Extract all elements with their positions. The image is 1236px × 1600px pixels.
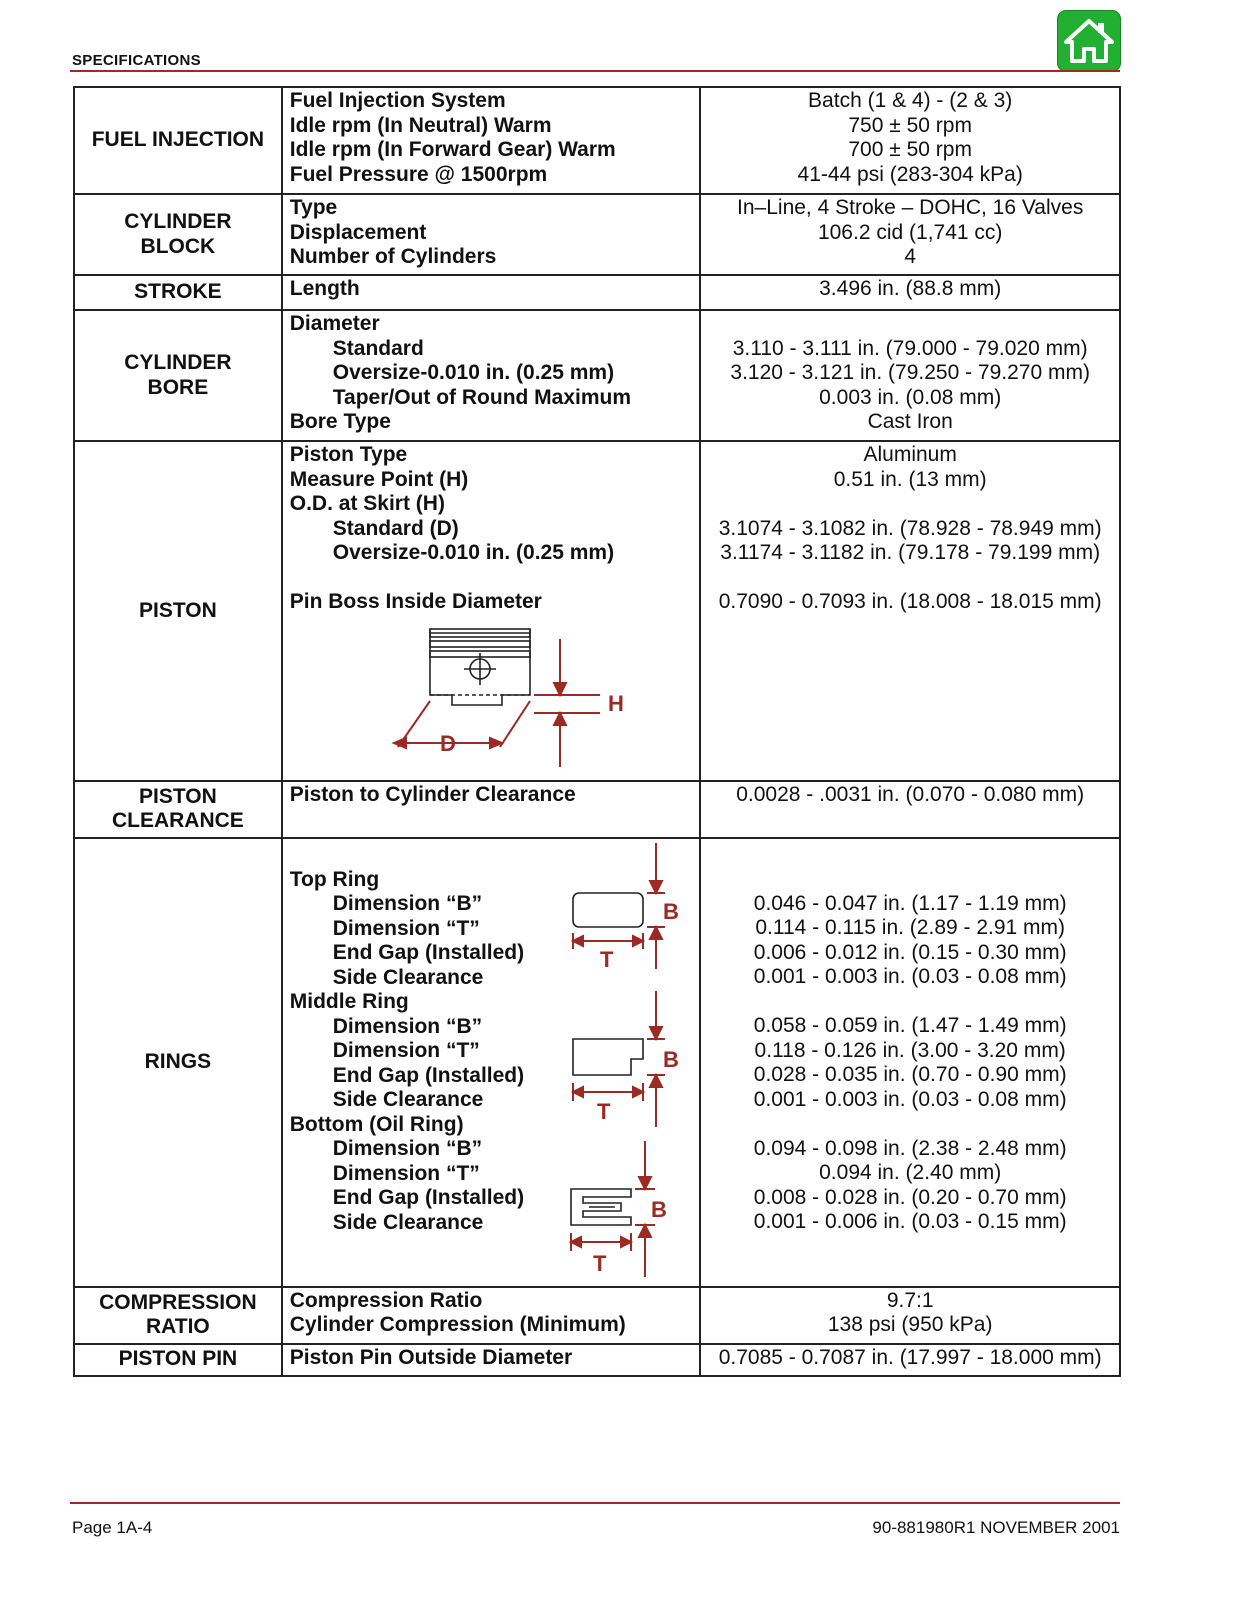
label-cell <box>282 441 701 781</box>
spec-label: Side Clearance <box>332 1088 484 1111</box>
category-label: BLOCK <box>140 234 216 258</box>
table-row-piston-clearance <box>74 781 1120 838</box>
label-cell <box>282 781 701 838</box>
spec-value: 0.0028 - .0031 in. (0.070 - 0.080 mm) <box>736 782 1085 806</box>
category-cell <box>74 838 282 1287</box>
spec-label: Piston Pin Outside Diameter <box>289 1345 573 1369</box>
spec-label: End Gap (Installed) <box>332 941 525 964</box>
table-row-piston <box>74 441 1120 781</box>
spec-value: 700 ± 50 rpm <box>848 138 972 161</box>
value-cell <box>700 838 1120 1287</box>
category-cell <box>74 441 282 781</box>
table-row-cylinder-bore <box>74 310 1120 441</box>
spec-label: Fuel Injection System <box>289 89 506 112</box>
spec-value: 106.2 cid (1,741 cc) <box>817 220 1003 244</box>
page-header-title: SPECIFICATIONS <box>72 52 201 69</box>
category-label: PISTON PIN <box>118 1347 238 1371</box>
category-label: STROKE <box>134 280 222 304</box>
spec-value: 0.118 - 0.126 in. (3.00 - 3.20 mm) <box>754 1038 1066 1062</box>
table-row-compression-ratio <box>74 1287 1120 1344</box>
spec-value: 750 ± 50 rpm <box>848 113 972 137</box>
label-cell <box>282 1287 701 1344</box>
spec-value: 0.7090 - 0.7093 in. (18.008 - 18.015 mm) <box>718 590 1102 613</box>
category-cell <box>74 275 282 310</box>
spec-label: Diameter <box>289 312 380 335</box>
category-label: PISTON <box>138 598 217 622</box>
label-cell <box>282 1344 701 1376</box>
table-row-fuel-injection <box>74 87 1120 194</box>
spec-value: 0.094 in. (2.40 mm) <box>819 1161 1002 1184</box>
spec-label: End Gap (Installed) <box>332 1063 525 1087</box>
value-cell <box>700 441 1120 781</box>
category-label: BORE <box>147 375 209 399</box>
dimension-t-label: T <box>592 1250 607 1276</box>
category-cell <box>74 310 282 441</box>
spec-value: 0.058 - 0.059 in. (1.47 - 1.49 mm) <box>753 1014 1067 1037</box>
category-label: CYLINDER <box>124 351 232 374</box>
spec-label: Cylinder Compression (Minimum) <box>289 1313 626 1336</box>
spec-label: Oversize-0.010 in. (0.25 mm) <box>332 541 615 564</box>
table-row-piston-pin <box>74 1344 1120 1376</box>
spec-label: Side Clearance <box>332 1210 484 1234</box>
category-label: CYLINDER <box>124 210 232 233</box>
spec-value: 3.110 - 3.111 in. (79.000 - 79.020 mm) <box>732 336 1088 360</box>
header-rule <box>70 70 1120 72</box>
spec-value: 0.094 - 0.098 in. (2.38 - 2.48 mm) <box>753 1136 1067 1160</box>
spec-label: Displacement <box>289 220 427 244</box>
dimension-d-label: D <box>439 730 456 756</box>
category-label: COMPRESSION <box>99 1290 257 1314</box>
oil-ring-diagram <box>565 1139 685 1279</box>
spec-value: 3.120 - 3.121 in. (79.250 - 79.270 mm) <box>730 361 1090 384</box>
spec-label: Taper/Out of Round Maximum <box>332 385 632 409</box>
spec-label: End Gap (Installed) <box>332 1186 525 1209</box>
spec-label: Fuel Pressure @ 1500rpm <box>289 162 548 186</box>
home-icon <box>1058 11 1120 71</box>
spec-label: Number of Cylinders <box>289 245 497 268</box>
spec-label: Side Clearance <box>332 965 484 989</box>
value-cell <box>700 275 1120 310</box>
spec-label: Idle rpm (In Neutral) Warm <box>289 113 552 137</box>
spec-value: 3.1074 - 3.1082 in. (78.928 - 78.949 mm) <box>718 516 1102 540</box>
ring-title: Bottom (Oil Ring) <box>289 1112 464 1136</box>
table-row-rings <box>74 838 1120 1287</box>
spec-value: 0.006 - 0.012 in. (0.15 - 0.30 mm) <box>753 940 1067 964</box>
dimension-h-label: H <box>607 690 624 716</box>
category-label: PISTON <box>138 784 217 808</box>
ring-title: Middle Ring <box>289 990 409 1013</box>
spec-label: Type <box>289 196 338 219</box>
spec-value: In–Line, 4 Stroke – DOHC, 16 Valves <box>737 196 1084 219</box>
category-label: RINGS <box>144 1049 212 1073</box>
home-button[interactable] <box>1057 10 1121 72</box>
label-cell <box>282 194 701 275</box>
value-cell <box>700 310 1120 441</box>
dimension-b-label: B <box>662 1046 679 1072</box>
spec-value: 0.51 in. (13 mm) <box>833 467 987 491</box>
dimension-t-label: T <box>596 1098 611 1124</box>
label-cell <box>282 838 701 1287</box>
spec-label: Oversize-0.010 in. (0.25 mm) <box>332 361 615 384</box>
value-cell <box>700 781 1120 838</box>
piston-diagram <box>290 619 624 779</box>
spec-value: 0.008 - 0.028 in. (0.20 - 0.70 mm) <box>753 1185 1067 1209</box>
spec-label: Piston to Cylinder Clearance <box>289 782 576 806</box>
label-cell <box>282 310 701 441</box>
category-label: CLEARANCE <box>111 809 244 832</box>
ring-title: Top Ring <box>289 867 380 891</box>
footer-rule <box>70 1502 1120 1504</box>
spec-value: 3.1174 - 3.1182 in. (79.178 - 79.199 mm) <box>720 541 1101 564</box>
spec-value: Batch (1 & 4) - (2 & 3) <box>808 89 1013 112</box>
category-cell <box>74 194 282 275</box>
spec-value: 0.7085 - 0.7087 in. (17.997 - 18.000 mm) <box>718 1345 1102 1369</box>
table-row-stroke <box>74 275 1120 310</box>
spec-label: Compression Ratio <box>289 1288 483 1312</box>
spec-value: 3.496 in. (88.8 mm) <box>819 277 1002 300</box>
spec-value: 138 psi (950 kPa) <box>827 1313 993 1336</box>
spec-label: Measure Point (H) <box>289 467 469 491</box>
spec-label: Bore Type <box>289 410 391 433</box>
spec-label: Standard (D) <box>332 516 459 540</box>
spec-label: Dimension “T” <box>332 1039 480 1062</box>
spec-label: Idle rpm (In Forward Gear) Warm <box>289 138 616 161</box>
document-id: 90-881980R1 NOVEMBER 2001 <box>872 1518 1120 1537</box>
spec-value: 0.001 - 0.003 in. (0.03 - 0.08 mm) <box>753 1087 1067 1111</box>
spec-value: 4 <box>904 245 917 268</box>
middle-ring-diagram <box>565 989 685 1129</box>
spec-label: Length <box>289 277 360 300</box>
category-cell <box>74 87 282 194</box>
value-cell <box>700 1287 1120 1344</box>
page-number: Page 1A-4 <box>72 1518 153 1537</box>
value-cell <box>700 1344 1120 1376</box>
spec-value: 0.003 in. (0.08 mm) <box>819 385 1002 409</box>
spec-value: 0.114 - 0.115 in. (2.89 - 2.91 mm) <box>755 916 1066 939</box>
spec-label: Dimension “B” <box>332 1014 483 1038</box>
spec-label: Pin Boss Inside Diameter <box>289 590 542 613</box>
dimension-t-label: T <box>599 946 614 972</box>
spec-value: Aluminum <box>863 443 957 466</box>
dimension-b-label: B <box>662 898 679 924</box>
spec-label: Dimension “T” <box>332 916 480 940</box>
spec-value: 9.7:1 <box>886 1288 934 1312</box>
spec-value: 41-44 psi (283-304 kPa) <box>797 162 1023 186</box>
specifications-table <box>73 86 1121 1377</box>
spec-value: 0.001 - 0.003 in. (0.03 - 0.08 mm) <box>753 965 1067 988</box>
category-cell <box>74 1344 282 1376</box>
category-label: RATIO <box>145 1315 210 1338</box>
category-cell <box>74 1287 282 1344</box>
spec-value: 0.046 - 0.047 in. (1.17 - 1.19 mm) <box>753 891 1067 915</box>
spec-value: 0.028 - 0.035 in. (0.70 - 0.90 mm) <box>753 1063 1067 1086</box>
spec-label: Dimension “B” <box>332 1137 483 1160</box>
value-cell <box>700 194 1120 275</box>
spec-value: 0.001 - 0.006 in. (0.03 - 0.15 mm) <box>753 1210 1067 1233</box>
spec-label: Dimension “T” <box>332 1161 480 1185</box>
spec-value: Cast Iron <box>867 410 953 433</box>
label-cell <box>282 275 701 310</box>
category-label: FUEL INJECTION <box>91 128 265 152</box>
spec-label: O.D. at Skirt (H) <box>289 492 445 515</box>
spec-label: Dimension “B” <box>332 892 483 915</box>
value-cell <box>700 87 1120 194</box>
dimension-b-label: B <box>650 1196 667 1222</box>
table-row-cylinder-block <box>74 194 1120 275</box>
label-cell <box>282 87 701 194</box>
spec-label: Standard <box>332 336 424 360</box>
top-ring-diagram <box>565 841 685 971</box>
spec-label: Piston Type <box>289 443 408 466</box>
category-cell <box>74 781 282 838</box>
